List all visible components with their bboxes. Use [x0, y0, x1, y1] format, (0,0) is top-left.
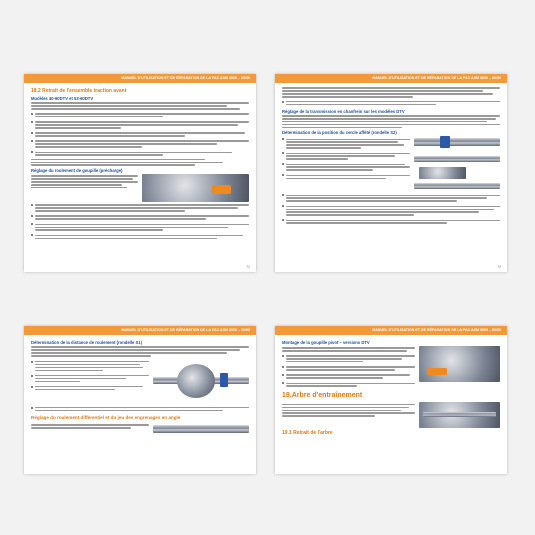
page-header: MANUEL D'UTILISATION ET DE RÉPARATION DE LA PAC AXM 3000 – 60/90 — [24, 74, 256, 83]
list-item — [282, 173, 410, 180]
body-text — [31, 423, 149, 434]
subsection-title: Modèles 40-60DTV et 53-60DTV — [31, 96, 94, 101]
subsection-title: 19.1 Retrait de l'arbre — [282, 430, 333, 437]
list-item — [282, 151, 410, 161]
manual-page-4 — [275, 326, 507, 474]
body-text — [31, 102, 249, 109]
list-item — [282, 373, 415, 380]
page-header: MANUEL D'UTILISATION ET DE RÉPARATION DE LA PAC AXM 3000 – 60/90 — [24, 326, 256, 335]
subsection-title: Réglage de la transmission en chanfrein sur les modèles DTV — [282, 108, 405, 114]
list-item — [31, 120, 249, 130]
list-item — [282, 162, 410, 172]
list-item — [31, 222, 249, 232]
tool-diagram-stack — [414, 136, 500, 192]
drive-shaft-photo — [419, 402, 500, 428]
list-item — [31, 374, 149, 384]
body-text — [282, 87, 500, 97]
chapter-title: 19.Arbre d'entraînement — [282, 392, 363, 400]
list-item — [31, 385, 149, 392]
subsection-title: Réglage du roulement de goupille (précharge) — [31, 167, 123, 173]
body-text — [282, 404, 415, 417]
list-item — [282, 381, 415, 388]
page-header: MANUEL D'UTILISATION ET DE RÉPARATION DE LA PAC AXM 3000 – 60/90 — [275, 74, 507, 83]
list-item — [282, 204, 500, 217]
list-item — [31, 360, 149, 373]
list-item — [31, 139, 249, 149]
page-header: MANUEL D'UTILISATION ET DE RÉPARATION DE LA PAC AXM 3000 – 60/90 — [275, 326, 507, 335]
subsection-title: Détermination de la position du cercle affété (rondelle S2) — [282, 130, 397, 136]
body-text — [31, 346, 249, 356]
bearing-diagram — [153, 359, 249, 405]
page-number: 71 — [246, 265, 250, 269]
body-text — [282, 347, 415, 351]
list-item — [282, 218, 500, 225]
list-item — [31, 203, 249, 213]
list-item — [31, 131, 249, 138]
bearing-photo — [142, 174, 249, 202]
list-item — [282, 137, 410, 150]
manual-page-3 — [24, 326, 256, 474]
list-item — [282, 354, 415, 364]
list-item — [282, 100, 500, 107]
gear-photo — [153, 422, 249, 436]
body-text — [31, 175, 138, 188]
list-item — [31, 112, 249, 119]
pivot-pin-photo — [419, 346, 500, 382]
list-item — [282, 365, 415, 372]
subsection-title: Détermination de la distance de roulement (rondelle S1) — [31, 340, 142, 345]
list-item — [31, 233, 249, 240]
list-item — [31, 406, 249, 413]
list-item — [31, 150, 249, 157]
body-text — [31, 159, 249, 166]
list-item — [282, 193, 500, 203]
manual-page-1 — [24, 74, 256, 272]
subsection-title: Montage de la goupille pivot – versions DTV — [282, 340, 370, 345]
section-title: 18.2 Retrait de l'ensemble traction avant — [31, 88, 127, 94]
body-text — [282, 115, 500, 128]
list-item — [31, 214, 249, 221]
section-title: Réglage du roulement différentiel et du jeu des engrenages en angle — [31, 414, 181, 420]
page-number: 72 — [497, 265, 501, 269]
manual-page-2 — [275, 74, 507, 272]
